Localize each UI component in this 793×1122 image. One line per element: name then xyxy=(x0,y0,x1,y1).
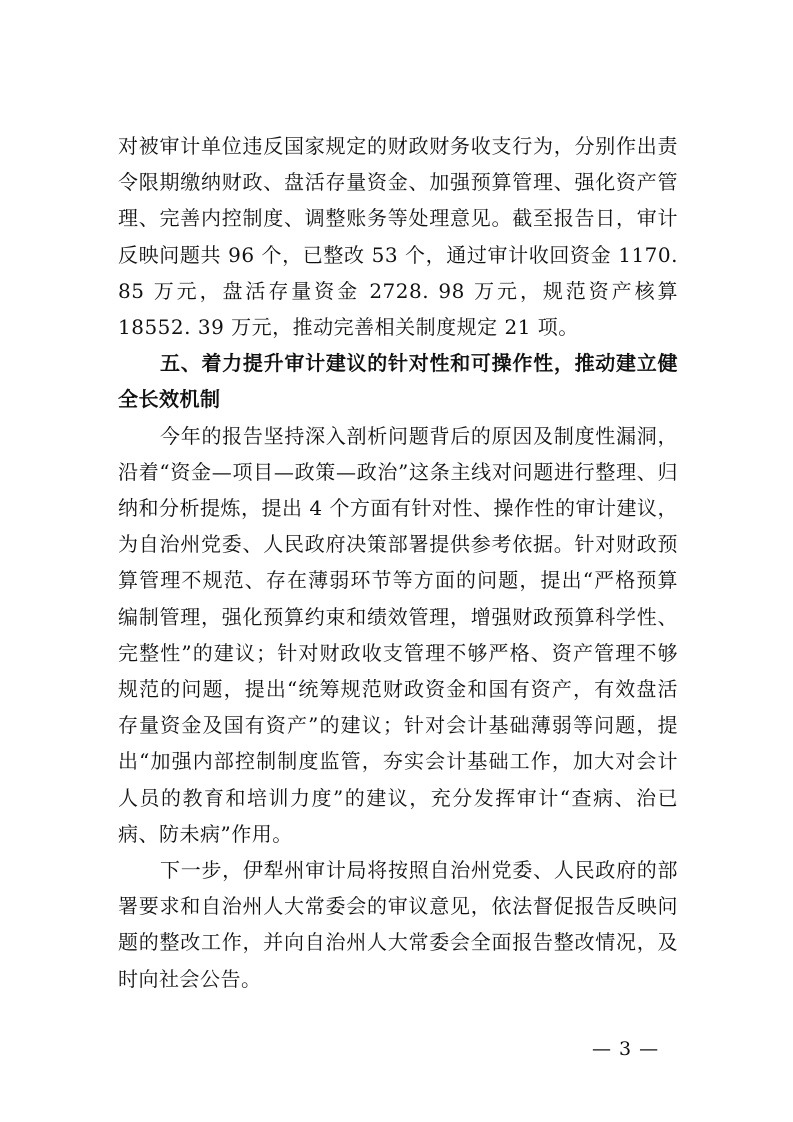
document-body xyxy=(118,128,678,997)
paragraph-next-steps: 下一步，伊犁州审计局将按照自治州党委、人民政府的部署要求和自治州人大常委会的审议意见，依法督促报告反映问题的整改工作，并向自治州人大常委会全面报告整改情况，及时向社会公告。 xyxy=(118,858,678,991)
page-number: — 3 — xyxy=(592,1038,660,1060)
paragraph-audit-recommendations: 今年的报告坚持深入剖析问题背后的原因及制度性漏洞，沿着“资金—项目—政策—政治”这条主线对问题进行整理、归纳和分析提炼，提出 4 个方面有针对性、操作性的审计建议，为自治州党委、人民政府决策部署提供参考依据。针对财政预算管理不规范、存在薄弱环节等方面的问题，提出“严格预算编制管理，强化预算约束和绩效管理，增强财政预算科学性、完整性”的建议；针对财政收支管理不够严格、资产管理不够规范的问题，提出“统筹规范财政资金和国有资产，有效盘活存量资金及国有资产”的建议；针对会计基础薄弱等问题，提出“加强内部控制制度监管，夯实会计基础工作，加大对会计人员的教育和培训力度”的建议，充分发挥审计“查病、治已病、防未病”作用。 xyxy=(118,423,678,846)
section-heading: 五、着力提升审计建议的针对性和可操作性，推动建立健全长效机制 xyxy=(118,351,678,412)
paragraph-continued: 对被审计单位违反国家规定的财政财务收支行为，分别作出责令限期缴纳财政、盘活存量资金、加强预算管理、强化资产管理、完善内控制度、调整账务等处理意见。截至报告日，审计反映问题共 96 个，已整改 53 个，通过审计收回资金 1170. 85 万元，盘活存量资金 2728. 98 万元，规范资产核算 18552. 39 万元，推动完善相关制度规定 21 项。 xyxy=(118,134,678,340)
